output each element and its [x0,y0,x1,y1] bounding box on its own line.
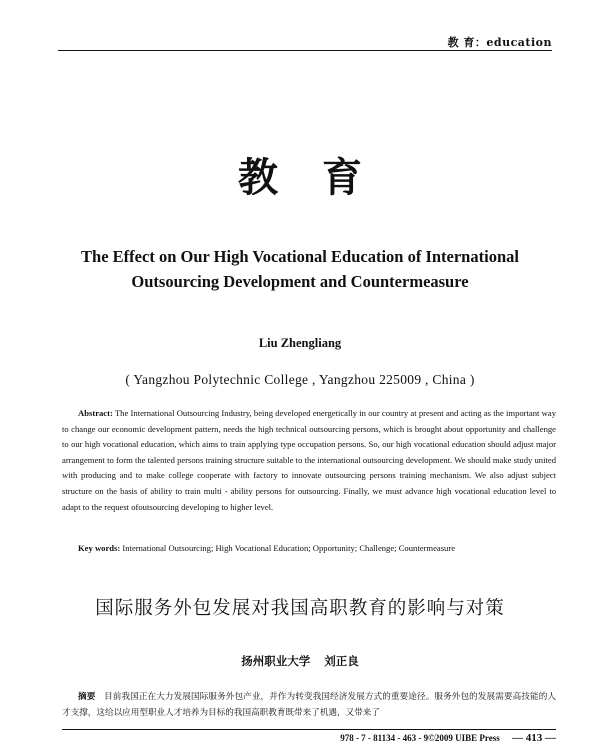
english-keywords [62,543,556,553]
keywords-text: International Outsourcing; High Vocational Education; Opportunity; Challenge; Countermeasure [120,543,456,553]
isbn-copyright: 978 - 7 - 81134 - 463 - 9©2009 UIBE Press [340,733,500,743]
running-head: 教 育：education [447,36,552,49]
paper-title [40,244,560,294]
page-number: — 413 — [512,732,556,744]
bottom-rule [62,729,556,730]
top-rule [58,50,552,51]
author-affiliation: ( Yangzhou Polytechnic College , Yangzhou 225009 , China ) [125,372,475,387]
abstract-label: Abstract: [78,408,113,418]
page-footer [340,732,556,744]
chinese-abstract-text: 目前我国正在大力发展国际服务外包产业，并作为转变我国经济发展方式的重要途径。服务外包的发展需要高技能的人才支撑，这给以应用型职业人才培养为目标的我国高职教育既带来了机遇，又带来了 [62,692,556,718]
english-abstract [62,406,556,515]
chinese-abstract-label: 摘要 [78,692,96,702]
paper-title-line-1: The Effect on Our High Vocational Education of International [81,247,519,266]
keywords-label: Key words: [78,543,121,553]
section-title: 教育 [238,155,406,201]
abstract-text: The International Outsourcing Industry, being developed energetically in our country at present and acting as the important way to change our economic development pattern, needs the high technical outsourcing persons, which is brought about opportunity and challenge to our high vocational education, which aims to train applying type occupation persons. So, our high vocational education should adjust major arrangement to form the talented persons training structure suitable to the international outsourcing development. We should make study united with producing and to make college cooperate with factory to innovate outsourcing persons training mechanism. We also adjust subject structure on the basis of ability to train multi - ability persons for outsourcing. Finally, we must advance high vocational education level to adapt to the request ofoutsourcing developing to higher level. [62,408,556,512]
chinese-title: 国际服务外包发展对我国高职教育的影响与对策 [95,598,505,619]
chinese-abstract [62,689,556,721]
paper-title-line-2: Outsourcing Development and Countermeasure [131,272,469,291]
chinese-author: 扬州职业大学 刘正良 [241,654,359,668]
author-name: Liu Zhengliang [258,336,342,350]
